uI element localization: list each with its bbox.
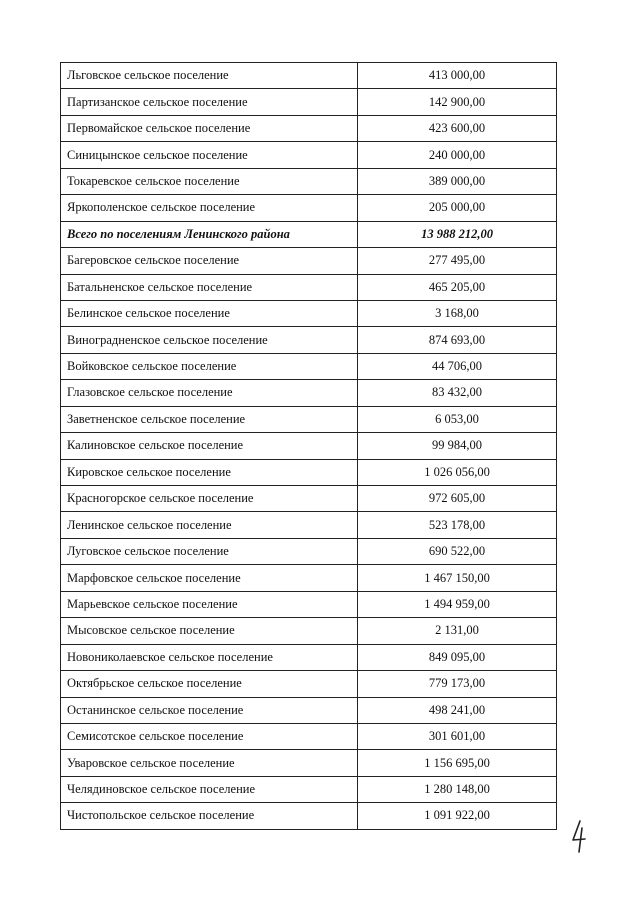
amount-cell: 99 984,00 <box>358 433 557 458</box>
amount-cell: 1 091 922,00 <box>358 803 557 828</box>
table-row <box>61 275 557 301</box>
settlement-name-cell: Токаревское сельское поселение <box>61 169 358 194</box>
handwritten-page-number <box>568 818 590 854</box>
settlement-name-cell: Багеровское сельское поселение <box>61 248 358 273</box>
settlement-name-cell: Батальненское сельское поселение <box>61 275 358 300</box>
settlement-name-cell: Луговское сельское поселение <box>61 539 358 564</box>
table-row <box>61 512 557 538</box>
settlement-name-cell: Уваровское сельское поселение <box>61 750 358 775</box>
amount-cell: 1 467 150,00 <box>358 565 557 590</box>
amount-cell: 779 173,00 <box>358 671 557 696</box>
amount-cell: 423 600,00 <box>358 116 557 141</box>
table-row <box>61 327 557 353</box>
amount-cell: 6 053,00 <box>358 407 557 432</box>
settlement-name-cell: Семисотское сельское поселение <box>61 724 358 749</box>
amount-cell: 44 706,00 <box>358 354 557 379</box>
amount-cell: 498 241,00 <box>358 698 557 723</box>
settlement-name-cell: Яркополенское сельское поселение <box>61 195 358 220</box>
settlement-name-cell: Останинское сельское поселение <box>61 698 358 723</box>
settlements-table <box>60 62 557 830</box>
amount-cell: 142 900,00 <box>358 89 557 114</box>
amount-cell: 3 168,00 <box>358 301 557 326</box>
settlement-name-cell: Войковское сельское поселение <box>61 354 358 379</box>
total-label-cell: Всего по поселениям Ленинского района <box>61 222 358 247</box>
table-row <box>61 433 557 459</box>
table-row <box>61 645 557 671</box>
amount-cell: 240 000,00 <box>358 142 557 167</box>
settlement-name-cell: Заветненское сельское поселение <box>61 407 358 432</box>
table-row <box>61 63 557 89</box>
amount-cell: 1 026 056,00 <box>358 460 557 485</box>
table-row <box>61 142 557 168</box>
total-row <box>61 222 557 248</box>
amount-cell: 849 095,00 <box>358 645 557 670</box>
amount-cell: 205 000,00 <box>358 195 557 220</box>
amount-cell: 83 432,00 <box>358 380 557 405</box>
table-row <box>61 301 557 327</box>
amount-cell: 1 156 695,00 <box>358 750 557 775</box>
settlement-name-cell: Белинское сельское поселение <box>61 301 358 326</box>
amount-cell: 465 205,00 <box>358 275 557 300</box>
settlement-name-cell: Челядиновское сельское поселение <box>61 777 358 802</box>
table-row <box>61 407 557 433</box>
settlement-name-cell: Первомайское сельское поселение <box>61 116 358 141</box>
settlement-name-cell: Синицынское сельское поселение <box>61 142 358 167</box>
settlement-name-cell: Виноградненское сельское поселение <box>61 327 358 352</box>
settlement-name-cell: Ленинское сельское поселение <box>61 512 358 537</box>
amount-cell: 2 131,00 <box>358 618 557 643</box>
table-row <box>61 248 557 274</box>
settlement-name-cell: Калиновское сельское поселение <box>61 433 358 458</box>
settlement-name-cell: Марфовское сельское поселение <box>61 565 358 590</box>
table-row <box>61 565 557 591</box>
table-row <box>61 750 557 776</box>
amount-cell: 523 178,00 <box>358 512 557 537</box>
amount-cell: 874 693,00 <box>358 327 557 352</box>
table-row <box>61 89 557 115</box>
amount-cell: 413 000,00 <box>358 63 557 88</box>
table-row <box>61 592 557 618</box>
table-row <box>61 539 557 565</box>
table-row <box>61 724 557 750</box>
table-row <box>61 354 557 380</box>
amount-cell: 277 495,00 <box>358 248 557 273</box>
table-row <box>61 618 557 644</box>
settlement-name-cell: Льговское сельское поселение <box>61 63 358 88</box>
table-row <box>61 777 557 803</box>
settlement-name-cell: Октябрьское сельское поселение <box>61 671 358 696</box>
amount-cell: 389 000,00 <box>358 169 557 194</box>
settlement-name-cell: Чистопольское сельское поселение <box>61 803 358 828</box>
settlement-name-cell: Мысовское сельское поселение <box>61 618 358 643</box>
table-row <box>61 803 557 829</box>
amount-cell: 690 522,00 <box>358 539 557 564</box>
amount-cell: 1 280 148,00 <box>358 777 557 802</box>
amount-cell: 972 605,00 <box>358 486 557 511</box>
table-row <box>61 671 557 697</box>
settlement-name-cell: Партизанское сельское поселение <box>61 89 358 114</box>
settlement-name-cell: Глазовское сельское поселение <box>61 380 358 405</box>
settlement-name-cell: Новониколаевское сельское поселение <box>61 645 358 670</box>
settlement-name-cell: Кировское сельское поселение <box>61 460 358 485</box>
total-amount-cell: 13 988 212,00 <box>358 222 557 247</box>
table-row <box>61 169 557 195</box>
table-row <box>61 380 557 406</box>
amount-cell: 301 601,00 <box>358 724 557 749</box>
table-row <box>61 486 557 512</box>
settlement-name-cell: Красногорское сельское поселение <box>61 486 358 511</box>
amount-cell: 1 494 959,00 <box>358 592 557 617</box>
table-row <box>61 698 557 724</box>
settlement-name-cell: Марьевское сельское поселение <box>61 592 358 617</box>
table-row <box>61 116 557 142</box>
table-row <box>61 195 557 221</box>
table-row <box>61 460 557 486</box>
